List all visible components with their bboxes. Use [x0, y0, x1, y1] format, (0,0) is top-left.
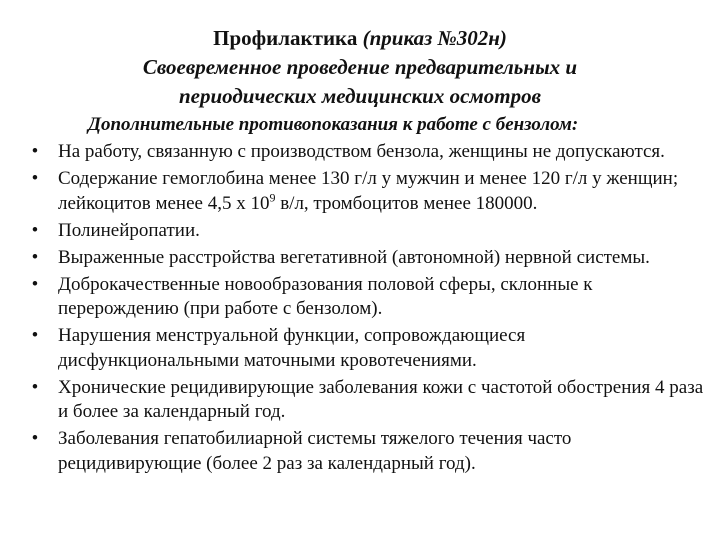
title-main: Профилактика	[213, 26, 363, 50]
list-item-text-part: Содержание гемоглобина менее 130 г/л у мужчин и менее 120 г/л у женщин; лейкоцитов менее 4,5 х 10	[58, 168, 679, 214]
bullet-icon: •	[31, 273, 39, 295]
title-line-2: Своевременное проведение предварительных и	[142, 55, 578, 79]
list-item	[28, 219, 708, 244]
bullet-icon: •	[31, 428, 39, 449]
bullet-icon: •	[31, 325, 39, 346]
list-item-text: Хронические рецидивирующие заболевания кожи с частотой обострения 4 раза и более за календарный год.	[58, 376, 704, 422]
list-item-text-part: в/л, тромбоцитов менее 180000.	[275, 192, 538, 214]
list-item	[28, 167, 708, 216]
contraindications-list	[28, 140, 708, 479]
list-item	[28, 273, 708, 322]
bullet-icon: •	[31, 376, 39, 398]
list-item-text: Полинейропатии.	[58, 219, 200, 241]
superscript-exponent: 9	[269, 190, 276, 205]
subtitle: Дополнительные противопоказания к работе с бензолом:	[88, 114, 579, 135]
title-line-1	[60, 24, 660, 53]
list-item	[28, 140, 708, 165]
list-item	[28, 427, 708, 476]
title-order-ref: (приказ №302н)	[362, 26, 507, 50]
list-item	[28, 246, 708, 271]
list-item-text: Доброкачественные новообразования половой сферы, склонные к перерождению (при работе с бензолом).	[58, 273, 593, 319]
bullet-icon: •	[31, 219, 39, 241]
list-item-text: Выраженные расстройства вегетативной (автономной) нервной системы.	[58, 246, 650, 268]
bullet-icon: •	[31, 246, 39, 268]
list-item-text	[58, 168, 678, 214]
list-item	[28, 324, 708, 373]
slide-title	[60, 24, 660, 111]
bullet-icon: •	[31, 168, 39, 189]
list-item-text: На работу, связанную с производством бензола, женщины не допускаются.	[58, 141, 665, 162]
list-item-text: Нарушения менструальной функции, сопровождающиеся дисфункциональными маточными кровотечениями.	[58, 325, 526, 371]
list-item	[28, 376, 708, 425]
list-item-text: Заболевания гепатобилиарной системы тяжелого течения часто рецидивирующие (более 2 раз за календарный год).	[58, 428, 572, 474]
title-line-3: периодических медицинских осмотров	[178, 84, 542, 108]
bullet-icon: •	[31, 141, 39, 162]
